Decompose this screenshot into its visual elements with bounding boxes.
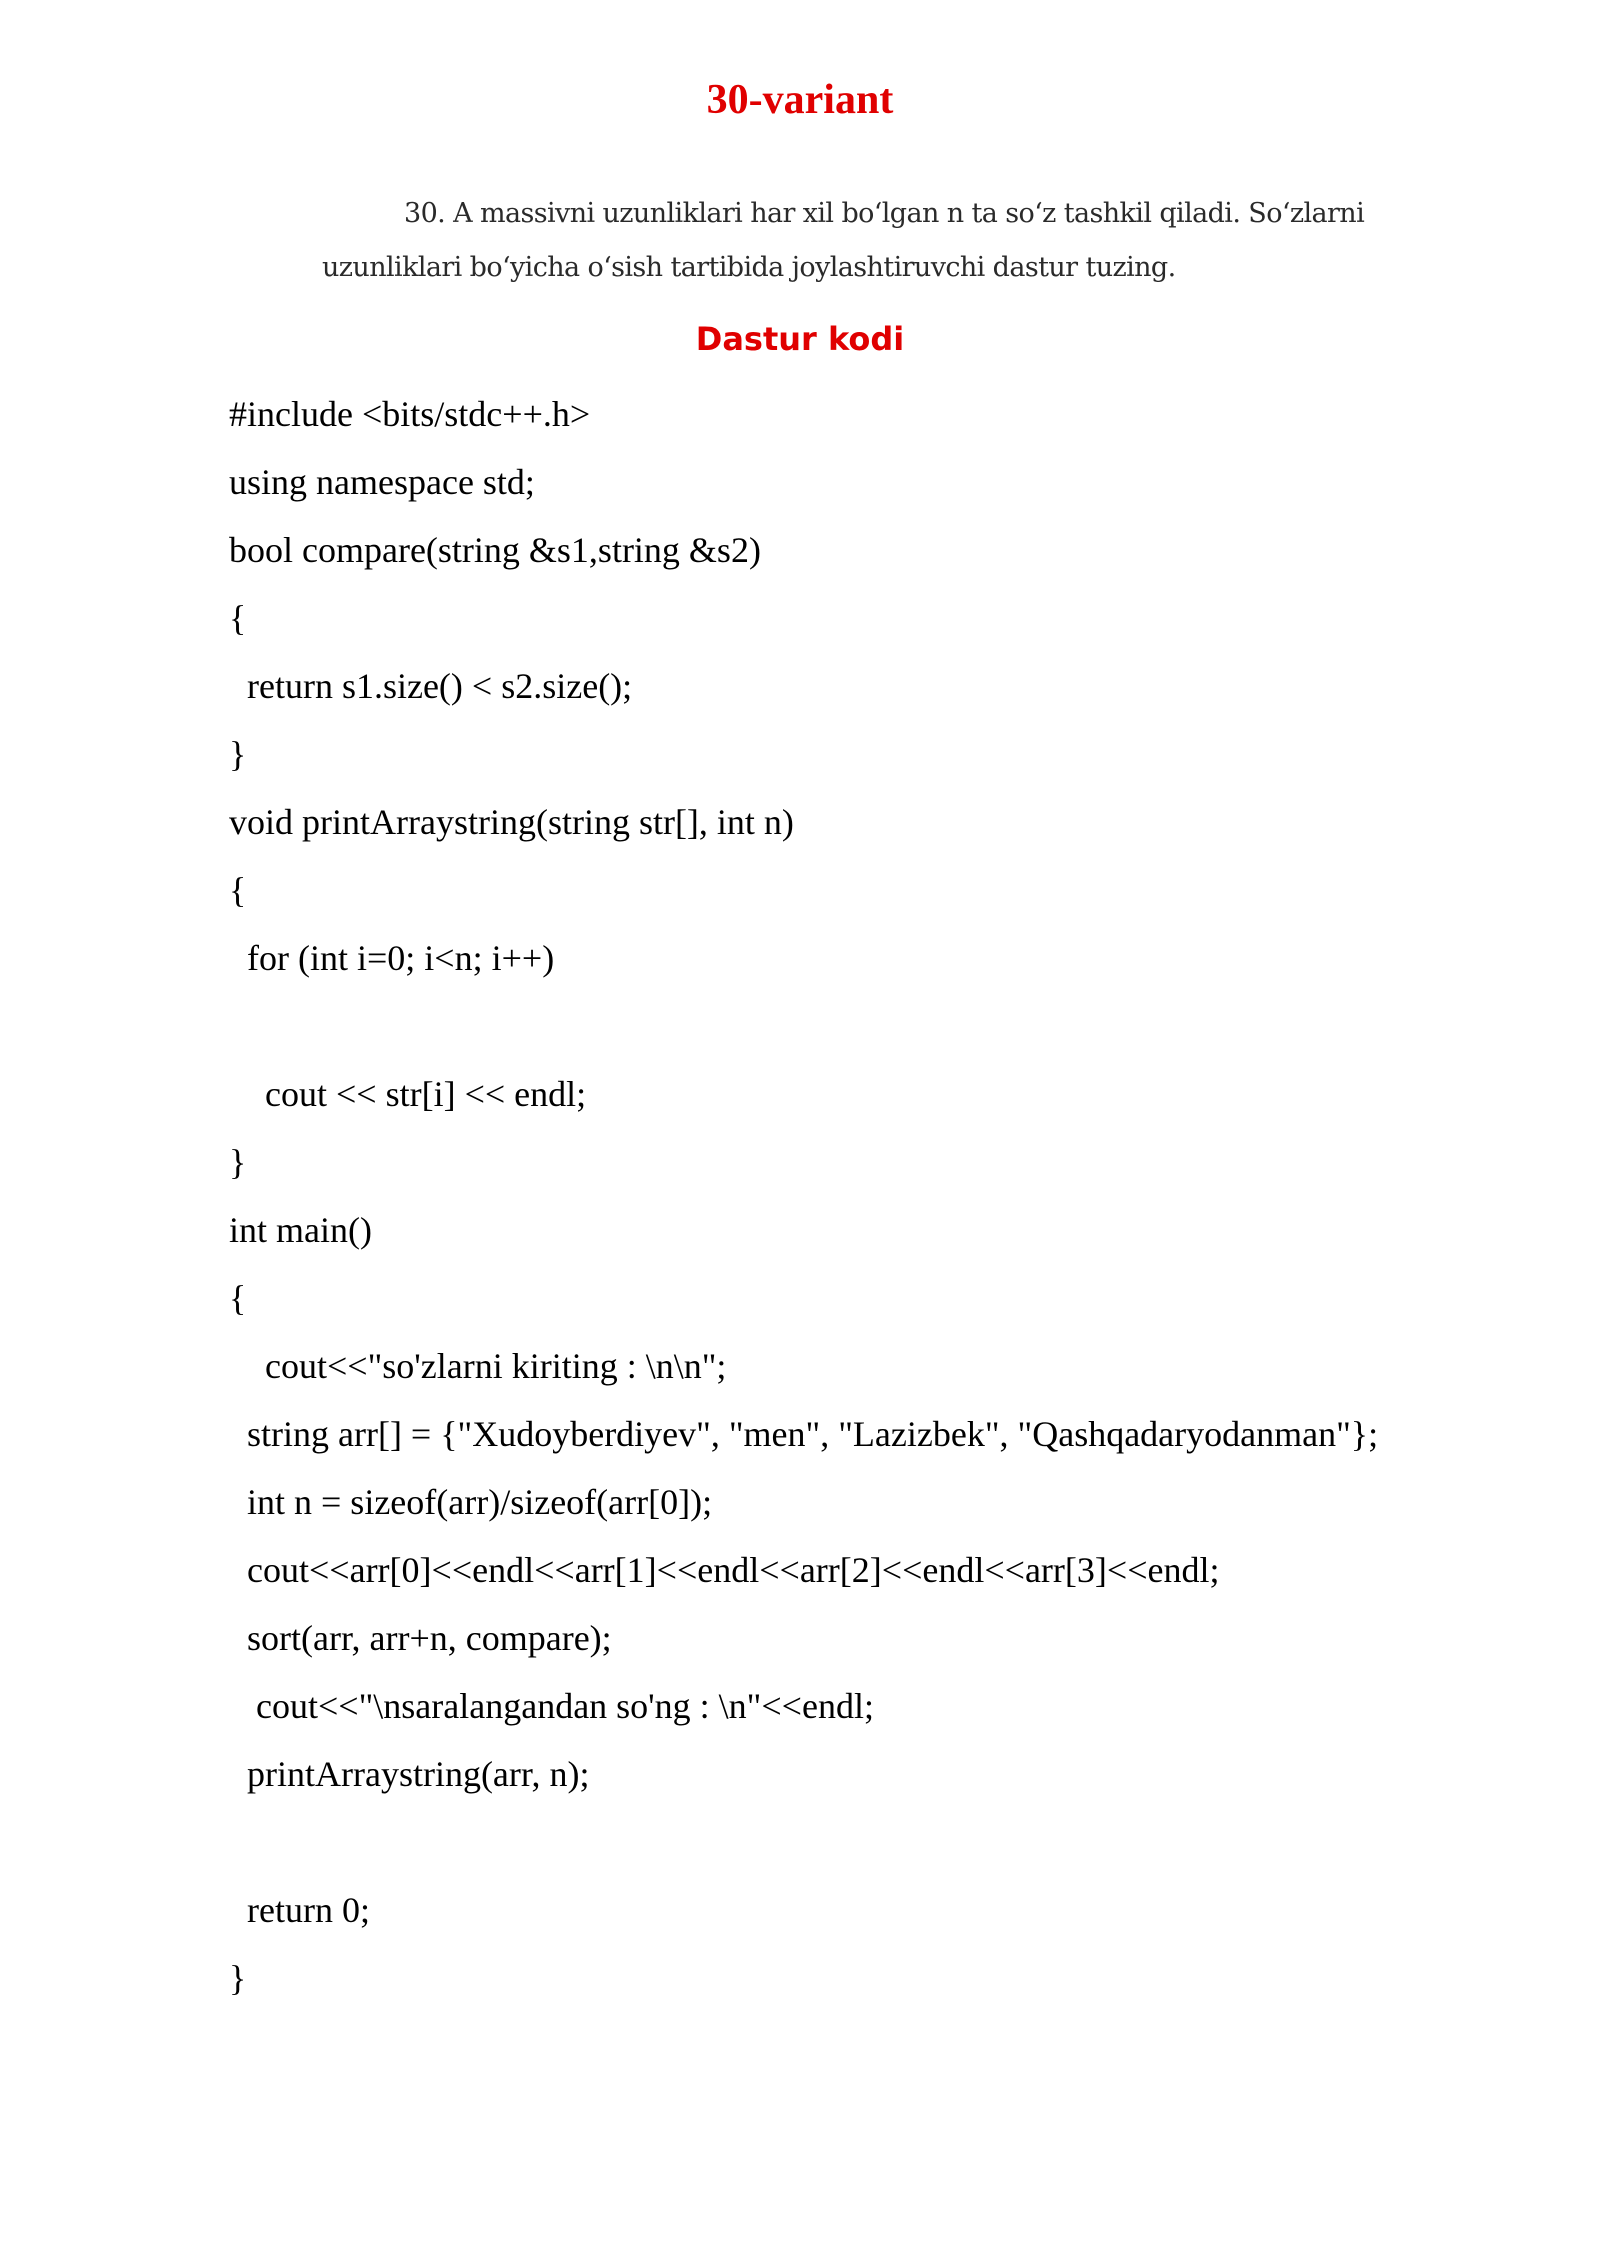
- code-line: cout<<arr[0]<<endl<<arr[1]<<endl<<arr[2]<<endl<<arr[3]<<endl;: [229, 1550, 1220, 1590]
- code-block: [229, 380, 1569, 2012]
- page-title: 30-variant: [706, 77, 894, 123]
- code-line: cout << str[i] << endl;: [229, 1074, 587, 1114]
- code-line: #include <bits/stdc++.h>: [229, 394, 591, 434]
- code-line: [229, 992, 1569, 1060]
- code-line: {: [229, 1278, 247, 1318]
- code-line: int n = sizeof(arr)/sizeof(arr[0]);: [229, 1482, 713, 1522]
- section-heading: Dastur kodi: [695, 320, 905, 358]
- problem-line-2: uzunliklari bo‘yicha o‘sish tartibida joylashtiruvchi dastur tuzing.: [322, 252, 1176, 283]
- code-line: string arr[] = {"Xudoyberdiyev", "men", "Lazizbek", "Qashqadaryodanman"};: [229, 1414, 1379, 1454]
- code-line: bool compare(string &s1,string &s2): [229, 530, 761, 570]
- code-line: {: [229, 870, 247, 910]
- code-line: int main(): [229, 1210, 372, 1250]
- code-line: sort(arr, arr+n, compare);: [229, 1618, 612, 1658]
- code-line: {: [229, 598, 247, 638]
- code-line: cout<<"so'zlarni kiriting : \n\n";: [229, 1346, 727, 1386]
- code-line: printArraystring(arr, n);: [229, 1754, 590, 1794]
- code-line: cout<<"\nsaralangandan so'ng : \n"<<endl;: [229, 1686, 874, 1726]
- code-line: for (int i=0; i<n; i++): [229, 938, 555, 978]
- problem-line-1: 30. A massivni uzunliklari har xil bo‘lgan n ta so‘z tashkil qiladi. So‘zlarni: [404, 198, 1365, 229]
- code-line: }: [229, 1142, 247, 1182]
- code-line: return s1.size() < s2.size();: [229, 666, 633, 706]
- problem-statement: [322, 187, 1382, 295]
- code-line: }: [229, 1958, 247, 1998]
- code-line: using namespace std;: [229, 462, 535, 502]
- code-line: }: [229, 734, 247, 774]
- code-line: void printArraystring(string str[], int n): [229, 802, 794, 842]
- code-line: [229, 1808, 1569, 1876]
- code-line: return 0;: [229, 1890, 370, 1930]
